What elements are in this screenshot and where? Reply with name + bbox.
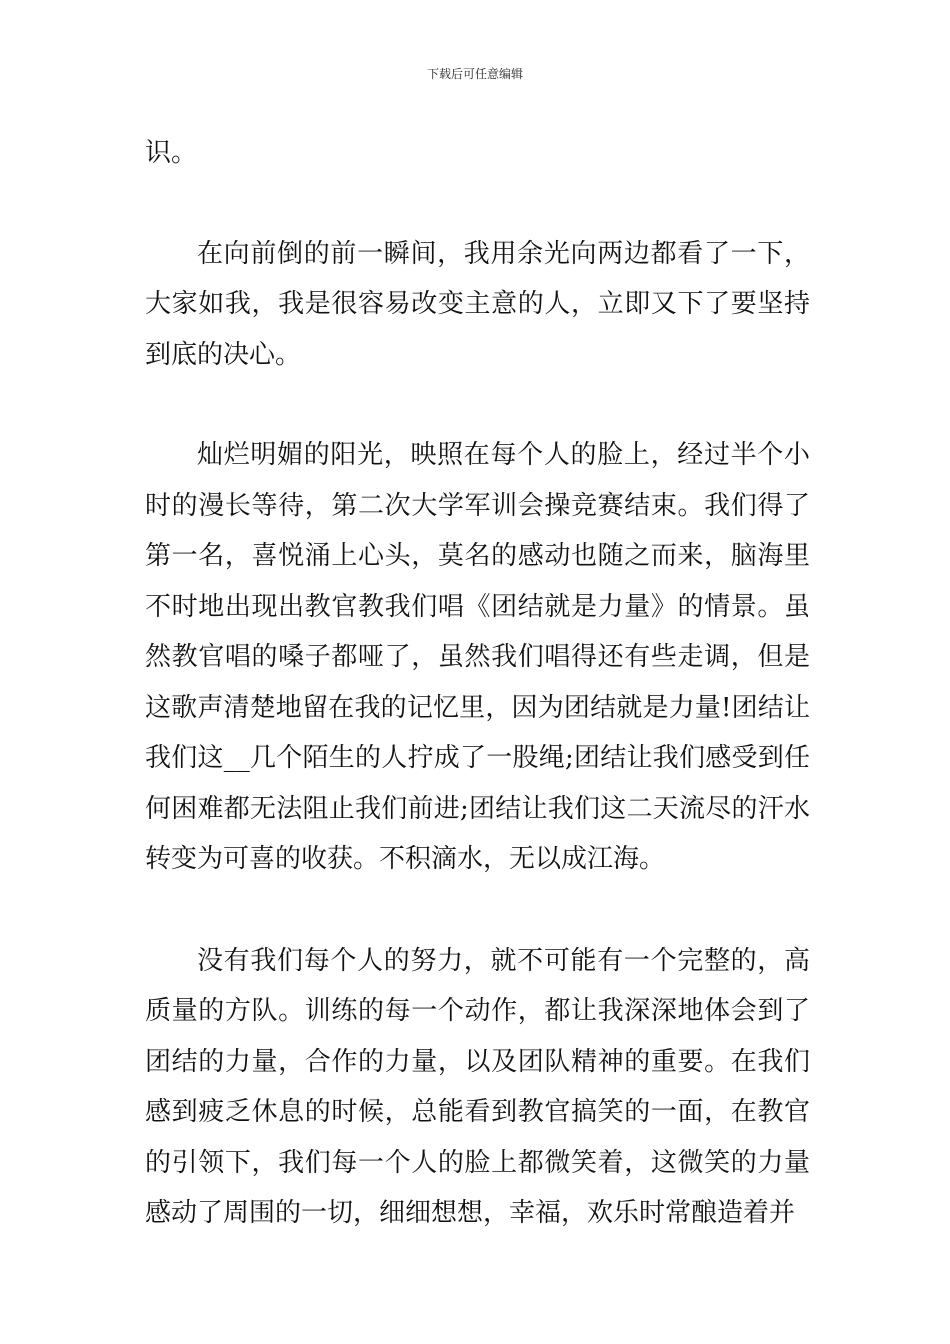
paragraph-team-effort: 没有我们每个人的努力，就不可能有一个完整的，高质量的方队。训练的每一个动作，都让我深深地体会到了团结的力量，合作的力量，以及团队精神的重要。在我们感到疲乏休息的时候，总能看到教官搞笑的一面，在教官的引领下，我们每一个人的脸上都微笑着，这微笑的力量感动了周围的一切，细细想想，幸福，欢乐时常酿造着并 xyxy=(145,945,810,1228)
page-header-note: 下载后可任意编辑 xyxy=(426,67,523,81)
paragraph-competition-result: 灿烂明媚的阳光，映照在每个人的脸上，经过半个小时的漫长等待，第二次大学军训会操竞赛结束。我们得了第一名，喜悦涌上心头，莫名的感动也随之而来，脑海里不时地出现出教官教我们唱《团结就是力量》的情景。虽然教官唱的嗓子都哑了，虽然我们唱得还有些走调，但是这歌声清楚地留在我的记忆里，因为团结就是力量!团结让我们这__几个陌生的人拧成了一股绳;团结让我们感受到任何困难都无法阻止我们前进;团结让我们这二天流尽的汗水转变为可喜的收获。不积滴水，无以成江海。 xyxy=(145,440,810,874)
paragraph-turning-moment: 在向前倒的前一瞬间，我用余光向两边都看了一下，大家如我，我是很容易改变主意的人，立即又下了要坚持到底的决心。 xyxy=(145,238,810,370)
paragraph-continuation: 识。 xyxy=(145,138,198,168)
document-body xyxy=(145,128,810,1239)
